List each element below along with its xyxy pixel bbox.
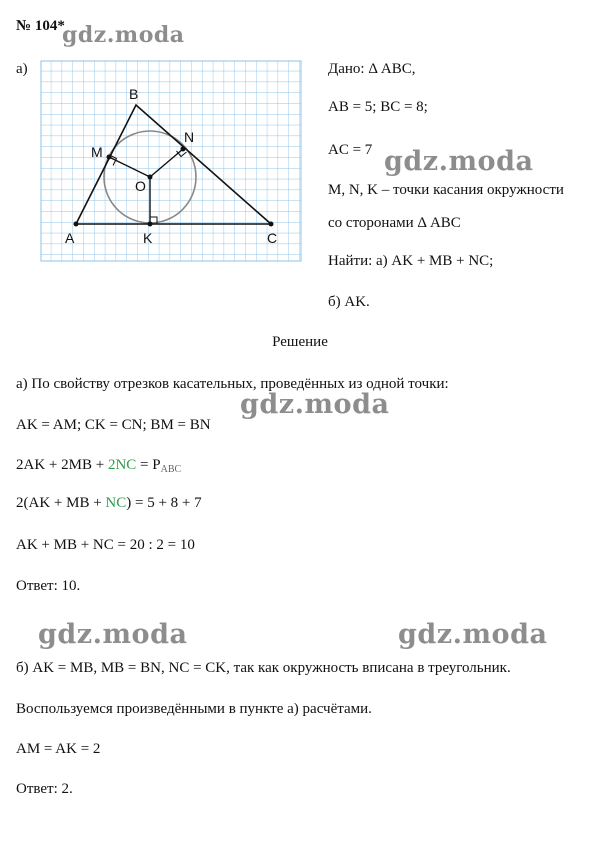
part-a-label: а) xyxy=(16,61,28,77)
point-k xyxy=(148,222,153,227)
equation-3-part-1: 2(AK + MB + xyxy=(16,495,106,511)
label-b: B xyxy=(129,86,139,102)
answer-a: Ответ: 10. xyxy=(16,578,81,594)
given-line-2: AB = 5; BC = 8; xyxy=(328,99,428,115)
given-line-1: Дано: Δ ABC, xyxy=(328,61,416,77)
triangle-figure xyxy=(40,60,302,262)
point-c xyxy=(269,222,274,227)
point-m xyxy=(107,155,112,160)
equation-2-green: 2NC xyxy=(107,457,137,473)
find-line-a: Найти: а) AK + MB + NC; xyxy=(328,253,494,269)
given-line-5: со сторонами Δ ABC xyxy=(328,215,461,231)
equation-b: AM = AK = 2 xyxy=(16,741,101,757)
solution-b-line-2: Воспользуемся произведёнными в пункте а) расчётами. xyxy=(16,701,372,717)
label-m: M xyxy=(91,144,103,160)
find-line-b: б) AK. xyxy=(328,294,370,310)
equation-3-green: NC xyxy=(105,495,127,511)
point-n xyxy=(181,147,186,152)
equation-1: AK = AM; CK = CN; BM = BN xyxy=(16,417,211,433)
point-o xyxy=(148,175,153,180)
watermark-1: gdz.moda xyxy=(62,22,185,48)
solution-title: Решение xyxy=(272,334,328,350)
equation-2-subscript: ABC xyxy=(160,464,182,475)
solution-a-intro: а) По свойству отрезков касательных, проведённых из одной точки: xyxy=(16,376,449,392)
watermark-2: gdz.moda xyxy=(384,146,534,177)
equation-2-part-2: = P xyxy=(136,457,161,473)
solution-b-intro: б) AK = MB, MB = BN, NC = CK, так как окружность вписана в треугольник. xyxy=(16,660,511,676)
equation-2-part-1: 2AK + 2MB + xyxy=(16,457,108,473)
answer-b: Ответ: 2. xyxy=(16,781,73,797)
label-n: N xyxy=(184,129,195,145)
label-o: O xyxy=(135,178,146,194)
point-a xyxy=(74,222,79,227)
equation-3 xyxy=(16,494,202,512)
watermark-4: gdz.moda xyxy=(38,619,188,650)
grid-paper xyxy=(41,61,301,261)
problem-number: № 104* xyxy=(16,18,65,34)
equation-4: AK + MB + NC = 20 : 2 = 10 xyxy=(16,537,195,553)
given-line-4: M, N, K – точки касания окружности xyxy=(328,182,564,198)
label-c: C xyxy=(267,230,278,246)
label-a: A xyxy=(65,230,75,246)
watermark-3: gdz.moda xyxy=(240,389,390,420)
given-line-3: AC = 7 xyxy=(328,142,373,158)
equation-2 xyxy=(16,456,181,479)
label-k: K xyxy=(143,230,153,246)
watermark-5: gdz.moda xyxy=(398,619,548,650)
equation-3-part-2: ) = 5 + 8 + 7 xyxy=(126,495,202,511)
